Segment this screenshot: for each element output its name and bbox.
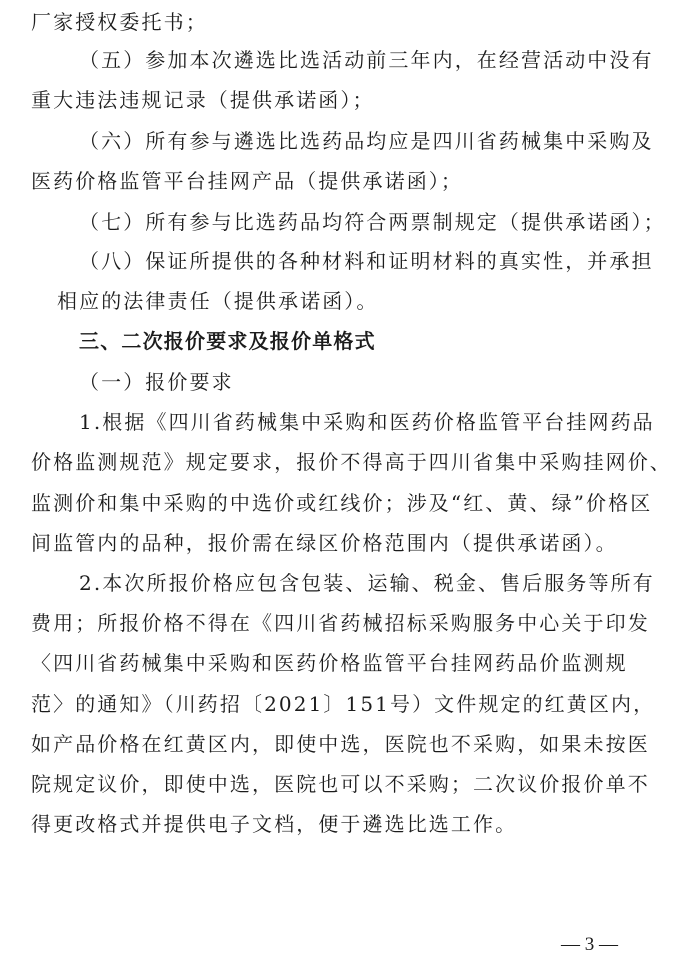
text-line: （六）所有参与遴选比选药品均应是四川省药械集中采购及 [79,129,654,153]
text-line: 院规定议价，即使中选，医院也可以不采购；二次议价报价单不 [31,772,650,796]
text-line: 1.根据《四川省药械集中采购和医药价格监管平台挂网药品 [79,410,655,434]
text-line: 间监管内的品种，报价需在绿区价格范围内（提供承诺函）。 [31,531,618,555]
text-line: 价格监测规范》规定要求，报价不得高于四川省集中采购挂网价、 [31,450,672,474]
subsection-heading: （一）报价要求 [79,370,234,394]
text-line: 厂家授权委托书； [31,10,208,34]
text-line: 得更改格式并提供电子文档，便于遴选比选工作。 [31,812,518,836]
text-line: （七）所有参与比选药品均符合两票制规定（提供承诺函）； [79,210,666,234]
text-line: 2.本次所报价格应包含包装、运输、税金、售后服务等所有 [79,571,655,595]
text-line: 如产品价格在红黄区内，即使中选，医院也不采购，如果未按医 [31,732,650,756]
text-line: 医药价格监管平台挂网产品（提供承诺函）； [31,169,463,193]
text-line: 相应的法律责任（提供承诺函）。 [57,289,379,313]
text-line: 费用；所报价格不得在《四川省药械招标采购服务中心关于印发 [31,611,650,635]
text-line: （五）参加本次遴选比选活动前三年内，在经营活动中没有 [79,48,654,72]
text-line: 范〉的通知》（川药招〔2021〕151号）文件规定的红黄区内， [31,692,656,716]
page-number: — 3 — [561,934,618,955]
section-heading: 三、二次报价要求及报价单格式 [79,329,376,353]
text-line: （八）保证所提供的各种材料和证明材料的真实性，并承担 [79,249,654,273]
text-line: 监测价和集中采购的中选价或红线价；涉及“红、黄、绿”价格区 [31,491,653,515]
text-line: 重大违法违规记录（提供承诺函）； [31,88,375,112]
text-line: 〈四川省药械集中采购和医药价格监管平台挂网药品价监测规 [31,651,628,675]
